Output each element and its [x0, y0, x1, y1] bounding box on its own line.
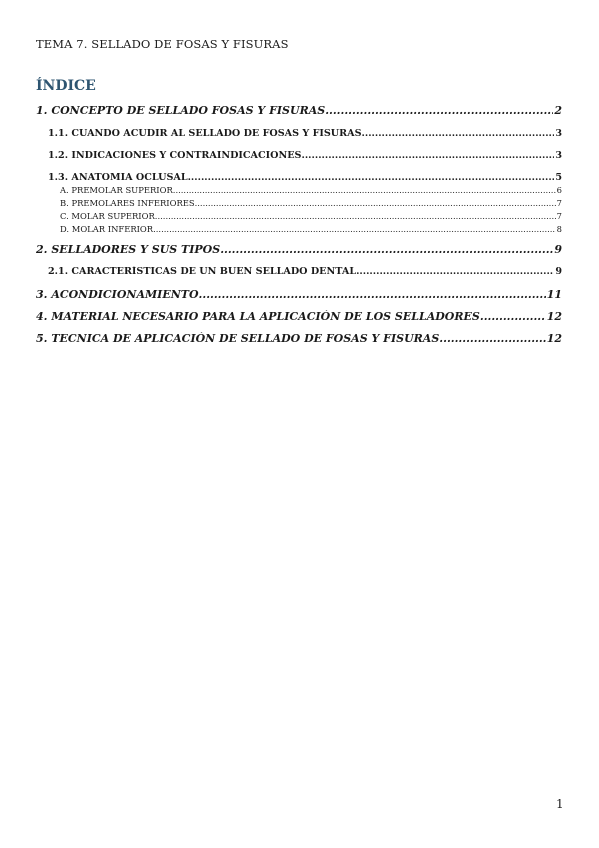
- toc-entry-page: 7: [556, 198, 562, 208]
- table-of-contents: [36, 104, 562, 347]
- toc-leader-dots: [188, 172, 555, 183]
- toc-leader-dots: [480, 310, 546, 323]
- toc-entry-page: 3: [555, 150, 562, 161]
- toc-entry-label: 1.3. ANATOMIA OCLUSAL: [48, 172, 188, 183]
- toc-entry[interactable]: [36, 211, 562, 223]
- toc-entry-label: C. MOLAR SUPERIOR: [60, 211, 155, 221]
- toc-leader-dots: [302, 150, 555, 161]
- toc-entry-page: 9: [555, 266, 562, 277]
- toc-leader-dots: [325, 104, 553, 117]
- toc-entry[interactable]: [36, 128, 562, 141]
- toc-leader-dots: [356, 266, 554, 277]
- toc-heading: ÍNDICE: [36, 78, 96, 94]
- toc-leader-dots: [195, 198, 556, 208]
- toc-entry-page: 5: [555, 172, 562, 183]
- toc-entry[interactable]: [36, 104, 562, 119]
- toc-entry-page: 9: [554, 243, 562, 256]
- toc-entry-page: 11: [546, 288, 562, 301]
- toc-leader-dots: [439, 332, 545, 345]
- toc-entry-page: 6: [556, 185, 562, 195]
- toc-entry[interactable]: [36, 185, 562, 197]
- toc-entry[interactable]: [36, 150, 562, 163]
- toc-entry-label: A. PREMOLAR SUPERIOR: [60, 185, 173, 195]
- toc-entry-page: 2: [554, 104, 562, 117]
- toc-entry-page: 3: [555, 128, 562, 139]
- toc-entry-label: 3. ACONDICIONAMIENTO: [36, 288, 199, 301]
- toc-leader-dots: [199, 288, 546, 301]
- toc-entry-label: 1.1. CUANDO ACUDIR AL SELLADO DE FOSAS Y FISURAS: [48, 128, 362, 139]
- toc-entry-label: 1. CONCEPTO DE SELLADO FOSAS Y FISURAS: [36, 104, 326, 117]
- toc-entry-label: B. PREMOLARES INFERIORES: [60, 198, 195, 208]
- toc-entry-label: 2.1. CARACTERÍSTICAS DE UN BUEN SELLADO DENTAL: [48, 266, 357, 277]
- document-header: TEMA 7. SELLADO DE FOSAS Y FISURAS: [36, 37, 289, 51]
- toc-entry[interactable]: [36, 266, 562, 279]
- toc-entry-label: 4. MATERIAL NECESARIO PARA LA APLICACIÓN DE LOS SELLADORES: [36, 310, 480, 323]
- toc-entry[interactable]: [36, 310, 562, 325]
- toc-entry[interactable]: [36, 198, 562, 210]
- toc-entry[interactable]: [36, 332, 562, 347]
- toc-entry-page: 7: [556, 211, 562, 221]
- toc-entry[interactable]: [36, 243, 562, 258]
- toc-entry-label: 5. TECNICA DE APLICACIÓN DE SELLADO DE FOSAS Y FISURAS: [36, 332, 440, 345]
- toc-entry-page: 12: [546, 332, 562, 345]
- toc-leader-dots: [173, 185, 556, 195]
- toc-entry-label: 2. SELLADORES Y SUS TIPOS: [36, 243, 221, 256]
- toc-entry[interactable]: [36, 224, 562, 236]
- toc-leader-dots: [155, 211, 556, 221]
- toc-entry-label: D. MOLAR INFERIOR: [60, 224, 154, 234]
- toc-leader-dots: [362, 128, 555, 139]
- page-number: 1: [556, 797, 564, 811]
- toc-entry[interactable]: [36, 172, 562, 185]
- toc-leader-dots: [220, 243, 553, 256]
- toc-entry-label: 1.2. INDICACIONES Y CONTRAINDICACIONES: [48, 150, 302, 161]
- toc-entry[interactable]: [36, 288, 562, 303]
- toc-leader-dots: [153, 224, 556, 234]
- toc-entry-page: 12: [546, 310, 562, 323]
- toc-entry-page: 8: [556, 224, 562, 234]
